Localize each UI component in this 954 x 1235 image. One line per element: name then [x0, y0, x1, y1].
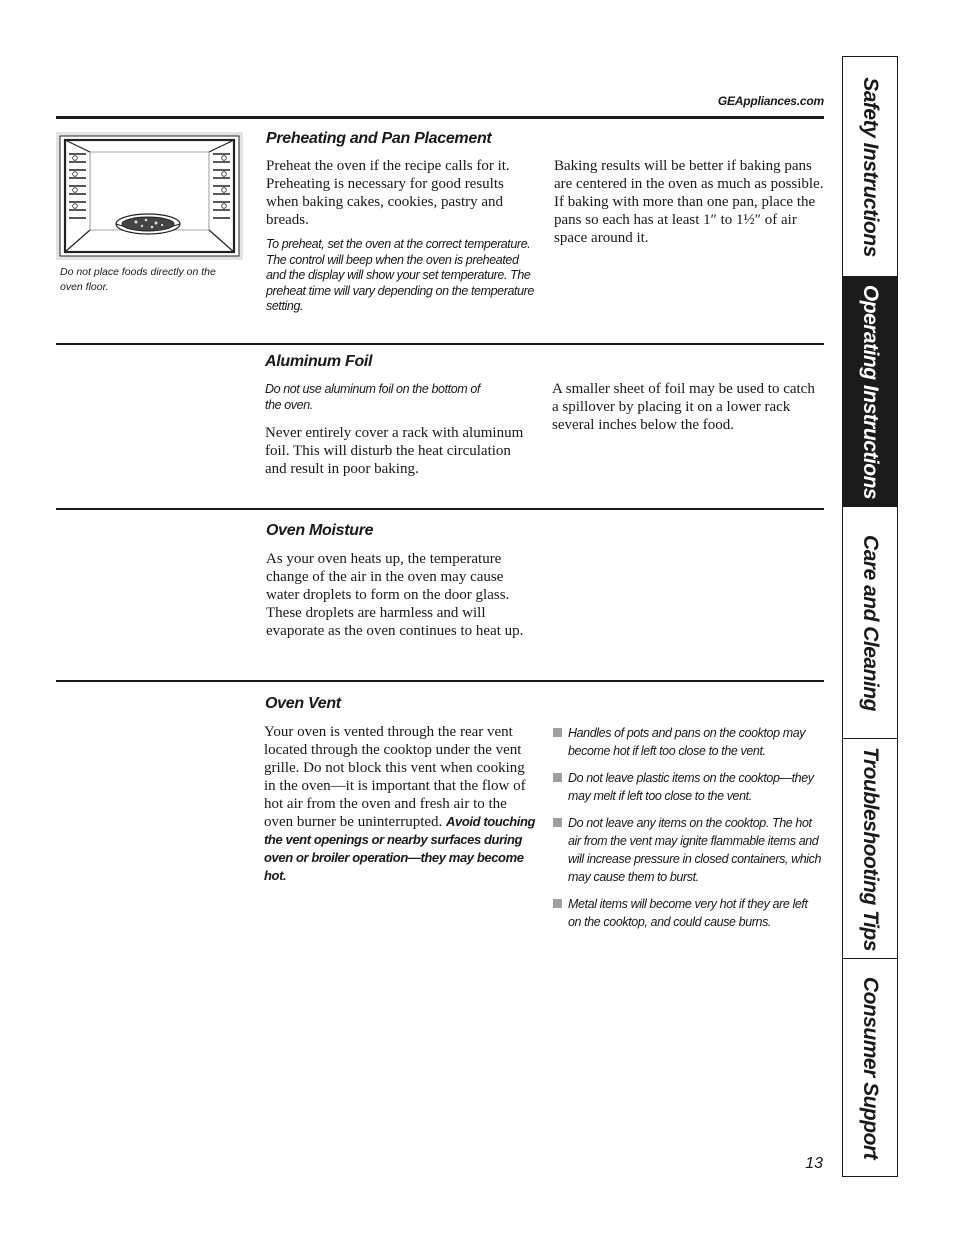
page-number: 13: [805, 1155, 823, 1172]
list-item: [553, 769, 823, 805]
tab-consumer-support[interactable]: [843, 959, 897, 1176]
oven-interior-drawing: [56, 132, 243, 260]
tab-label: Consumer Support: [859, 976, 882, 1159]
bullet-text: Metal items will become very hot if they are left on the cooktop, and could cause burns.: [568, 897, 808, 929]
preheat-body: Preheat the oven if the recipe calls for it. Preheating is necessary for good results when baking cakes, cookies, pastry and breads.: [266, 158, 510, 228]
website-label: GEAppliances.com: [717, 94, 824, 108]
vent-heading: Oven Vent: [265, 695, 341, 712]
vent-warning: Avoid touching the vent openings or nearby surfaces during oven or broiler operation—they may become hot.: [264, 814, 536, 883]
tab-care-and-cleaning[interactable]: [843, 507, 897, 739]
foil-note: Do not use aluminum foil on the bottom of the oven.: [265, 382, 480, 412]
section-rule: [56, 680, 824, 682]
vent-body-text: Your oven is vented through the rear vent located through the cooktop under the vent grille. Do not block this vent when cooking in the oven—it is important that the flow of hot air from the oven and fresh air to the oven burner be uninterrupted.: [264, 724, 526, 830]
section-tabs: [842, 56, 898, 1177]
list-item: [553, 895, 823, 931]
preheat-heading: Preheating and Pan Placement: [266, 130, 492, 147]
section-rule: [56, 343, 824, 345]
list-item: [553, 814, 823, 886]
foil-body: Never entirely cover a rack with aluminum foil. This will disturb the heat circulation and result in poor baking.: [265, 425, 524, 477]
vent-bullet-list: [553, 724, 823, 940]
preheat-right: Baking results will be better if baking pans are centered in the oven as much as possible. If baking with more than one pan, place the pans so each has at least 1″ to 1½″ of air space around it.: [554, 158, 824, 246]
top-rule: [56, 116, 824, 119]
tab-troubleshooting-tips[interactable]: [843, 739, 897, 959]
square-bullet-icon: [553, 773, 562, 782]
tab-label: Troubleshooting Tips: [859, 746, 882, 951]
bullet-text: Do not leave any items on the cooktop. The hot air from the vent may ignite flammable items and will increase pressure in closed containers, which may cause them to burst.: [568, 816, 822, 884]
tab-operating-instructions[interactable]: [843, 277, 897, 507]
tab-label: Safety Instructions: [859, 76, 882, 257]
bullet-text: Handles of pots and pans on the cooktop may become hot if left too close to the vent.: [568, 726, 806, 758]
list-item: [553, 724, 823, 760]
moisture-heading: Oven Moisture: [266, 522, 374, 539]
bullet-text: Do not leave plastic items on the cooktop—they may melt if left too close to the vent.: [568, 771, 814, 803]
figure-caption: Do not place foods directly on the oven floor.: [60, 266, 216, 293]
tab-safety-instructions[interactable]: [843, 57, 897, 277]
preheat-note: To preheat, set the oven at the correct temperature. The control will beep when the oven is preheated and the display will show your set temperature. The preheat time will vary depending on the temperature setting.: [266, 237, 534, 313]
foil-heading: Aluminum Foil: [265, 353, 373, 370]
square-bullet-icon: [553, 728, 562, 737]
foil-right: A smaller sheet of foil may be used to catch a spillover by placing it on a lower rack several inches below the food.: [552, 381, 815, 433]
moisture-body: As your oven heats up, the temperature change of the air in the oven may cause water droplets to form on the door glass. These droplets are harmless and will evaporate as the oven continues to heat up.: [266, 551, 524, 639]
oven-illustration: [56, 132, 243, 260]
square-bullet-icon: [553, 899, 562, 908]
square-bullet-icon: [553, 818, 562, 827]
vent-body: [264, 723, 536, 885]
tab-label: Operating Instructions: [859, 284, 882, 499]
section-rule: [56, 508, 824, 510]
tab-label: Care and Cleaning: [859, 534, 882, 711]
